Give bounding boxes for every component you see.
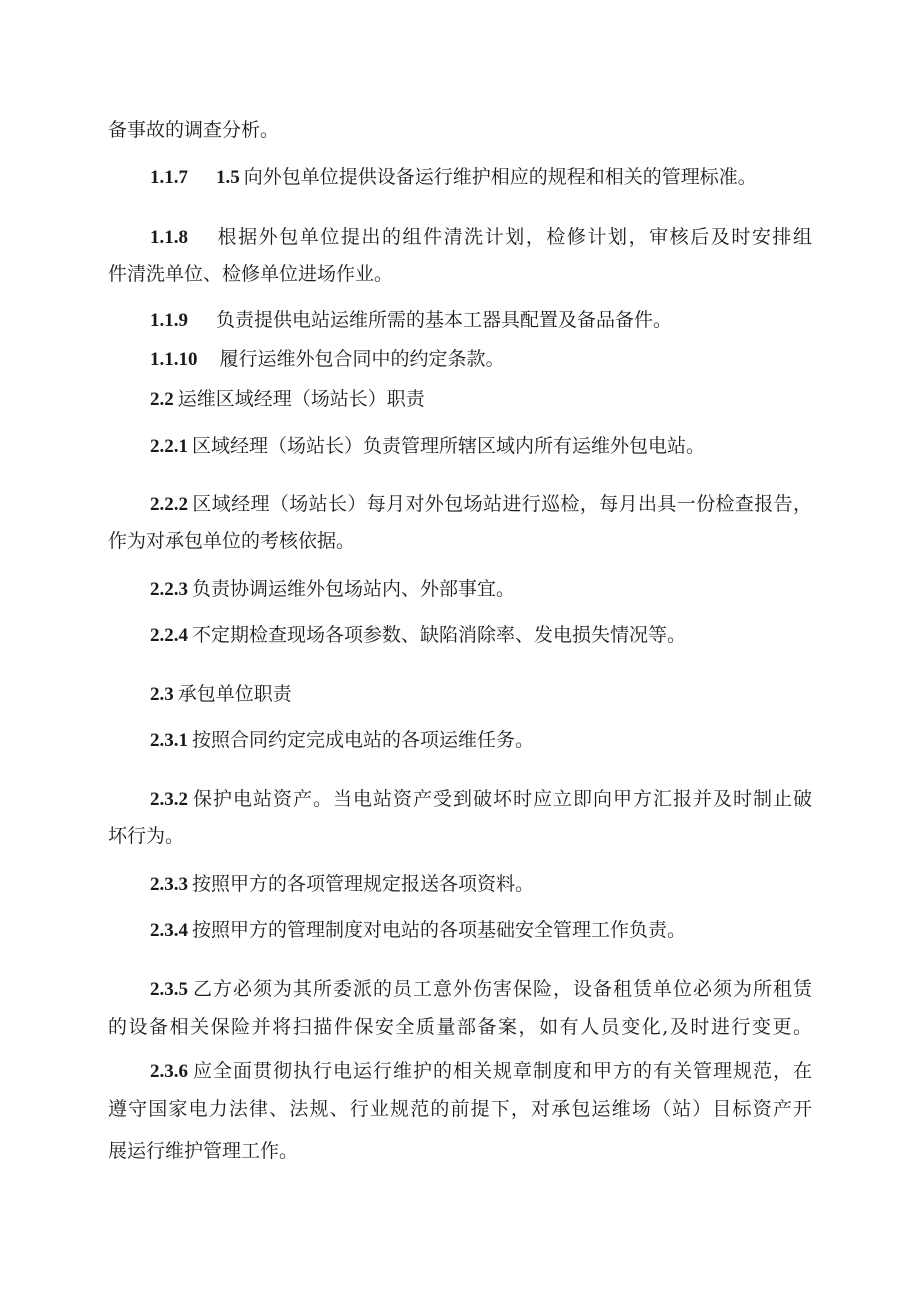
paragraph-text <box>108 117 812 143</box>
section-number: 2.3.5 <box>150 979 188 1000</box>
paragraph-1-1-10 <box>150 346 812 373</box>
paragraph-2-3-2 <box>150 786 812 813</box>
paragraph-2-3-6 <box>150 1058 812 1085</box>
paragraph-line: 按照合同约定完成电站的各项运维任务。 <box>192 729 535 751</box>
section-number: 2.3.1 <box>150 730 188 751</box>
paragraph-line: 件清洗单位、检修单位进场作业。 <box>108 263 394 285</box>
paragraph-1-1-8-cont <box>108 261 812 287</box>
paragraph-line: 按照甲方的管理制度对电站的各项基础安全管理工作负责。 <box>192 919 687 941</box>
paragraph-line: 展运行维护管理工作。 <box>108 1140 299 1162</box>
paragraph-line: 坏行为。 <box>108 825 185 847</box>
paragraph-2-3-3 <box>150 871 812 898</box>
paragraph-line: 乙方必须为其所委派的员工意外伤害保险，设备租赁单位必须为所租赁 <box>192 978 812 1000</box>
sub-section-number: 1.5 <box>216 167 240 188</box>
section-number: 1.1.8 <box>150 227 188 248</box>
section-number: 2.3.4 <box>150 920 188 941</box>
paragraph-line: 应全面贯彻执行电运行维护的相关规章制度和甲方的有关管理规范，在 <box>192 1060 812 1082</box>
section-title: 运维区域经理（场站长）职责 <box>177 388 425 410</box>
paragraph-2-2-2 <box>150 491 812 518</box>
section-title: 承包单位职责 <box>177 683 292 705</box>
paragraph-2-2-1 <box>150 433 812 460</box>
paragraph-2-2-2-cont <box>108 528 812 554</box>
paragraph-2-2-3 <box>150 576 812 603</box>
section-number: 1.1.9 <box>150 310 188 331</box>
paragraph-line: 负责协调运维外包场站内、外部事宜。 <box>192 578 516 600</box>
paragraph-line: 向外包单位提供设备运行维护相应的规程和相关的管理标准。 <box>243 166 757 188</box>
section-number: 2.2 <box>150 389 174 410</box>
section-number: 2.2.2 <box>150 494 188 515</box>
section-number: 2.3.3 <box>150 874 188 895</box>
paragraph-line: 区域经理（场站长）每月对外包场站进行巡检，每月出具一份检查报告， <box>192 493 812 515</box>
section-number: 2.2.4 <box>150 625 188 646</box>
paragraph-2-3-6-cont <box>108 1096 812 1122</box>
paragraph-1-1-9 <box>150 307 812 334</box>
section-heading-2-3 <box>150 681 812 708</box>
section-number: 2.3.6 <box>150 1061 188 1082</box>
section-number: 2.2.3 <box>150 579 188 600</box>
paragraph-line: 保护电站资产。当电站资产受到破坏时应立即向甲方汇报并及时制止破 <box>192 788 812 810</box>
paragraph-line: 按照甲方的各项管理规定报送各项资料。 <box>192 873 535 895</box>
section-heading-2-2 <box>150 386 812 413</box>
paragraph-2-3-6-cont <box>108 1138 812 1164</box>
section-number: 2.3 <box>150 684 174 705</box>
paragraph-2-3-1 <box>150 727 812 754</box>
section-number: 2.3.2 <box>150 789 188 810</box>
paragraph-line: 根据外包单位提出的组件清洗计划，检修计划，审核后及时安排组 <box>216 226 812 248</box>
paragraph-line: 作为对承包单位的考核依据。 <box>108 530 356 552</box>
paragraph-2-2-4 <box>150 622 812 649</box>
section-number: 1.1.10 <box>150 349 198 370</box>
section-number: 1.1.7 <box>150 167 188 188</box>
paragraph-2-3-5-cont <box>108 1014 812 1040</box>
paragraph-line: 区域经理（场站长）负责管理所辖区域内所有运维外包电站。 <box>192 435 706 457</box>
paragraph-line: 遵守国家电力法律、法规、行业规范的前提下，对承包运维场（站）目标资产开 <box>108 1098 812 1120</box>
paragraph-1-1-7 <box>150 164 812 191</box>
paragraph-line: 不定期检查现场各项参数、缺陷消除率、发电损失情况等。 <box>192 624 687 646</box>
paragraph-line: 的设备相关保险并将扫描件保安全质量部备案，如有人员变化,及时进行变更。 <box>108 1016 812 1038</box>
paragraph-line: 履行运维外包合同中的约定条款。 <box>219 348 505 370</box>
paragraph-2-3-5 <box>150 976 812 1003</box>
paragraph-2-3-2-cont <box>108 823 812 849</box>
section-number: 2.2.1 <box>150 436 188 457</box>
paragraph-line: 备事故的调查分析。 <box>108 119 280 141</box>
paragraph-line: 负责提供电站运维所需的基本工器具配置及备品备件。 <box>216 309 673 331</box>
paragraph-2-3-4 <box>150 917 812 944</box>
paragraph-1-1-8 <box>150 224 812 251</box>
